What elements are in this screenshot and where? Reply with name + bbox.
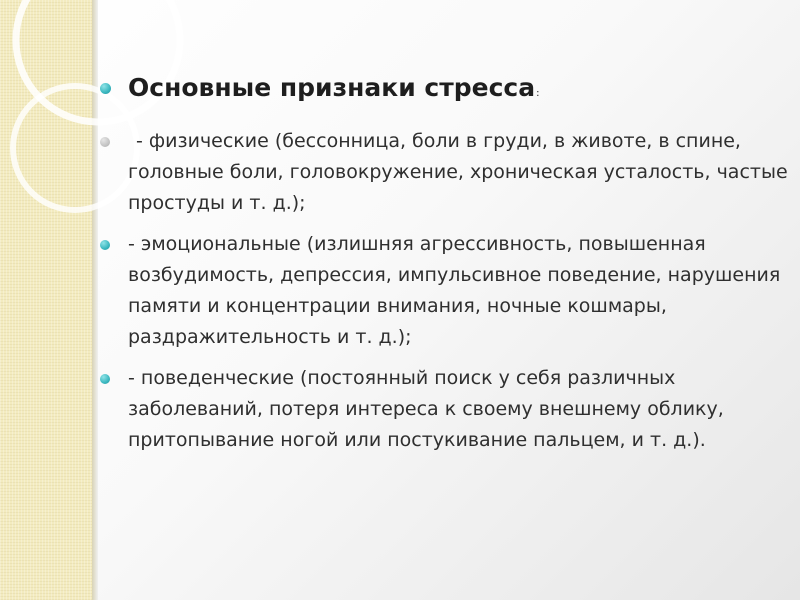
slide-heading — [98, 70, 788, 112]
list-item-text: - физические (бессонница, боли в груди, в животе, в спине, головные боли, головокружение, хроническая усталость, частые простуды и т. д.); — [128, 130, 788, 214]
bullet-icon — [100, 83, 111, 94]
bullet-icon — [100, 240, 110, 250]
list-item-text: - эмоциональные (излишняя агрессивность, повышенная возбудимость, депрессия, импульсивное поведение, нарушения памяти и концентрации внимания, ночные кошмары, раздражительность и т. д.); — [128, 233, 781, 348]
list-item-emotional — [98, 229, 788, 353]
heading-suffix: : — [536, 88, 540, 99]
slide-content — [98, 70, 788, 466]
bullet-icon — [100, 137, 110, 147]
list-item-text: - поведенческие (постоянный поиск у себя различных заболеваний, потеря интереса к своему внешнему облику, притопывание ногой или постукивание пальцем, и т. д.). — [128, 367, 724, 451]
list-item-physical — [98, 126, 788, 219]
sidebar-texture — [0, 0, 92, 600]
heading-title: Основные признаки стресса — [128, 73, 536, 102]
list-item-behavioral — [98, 363, 788, 456]
bullet-icon — [100, 374, 110, 384]
